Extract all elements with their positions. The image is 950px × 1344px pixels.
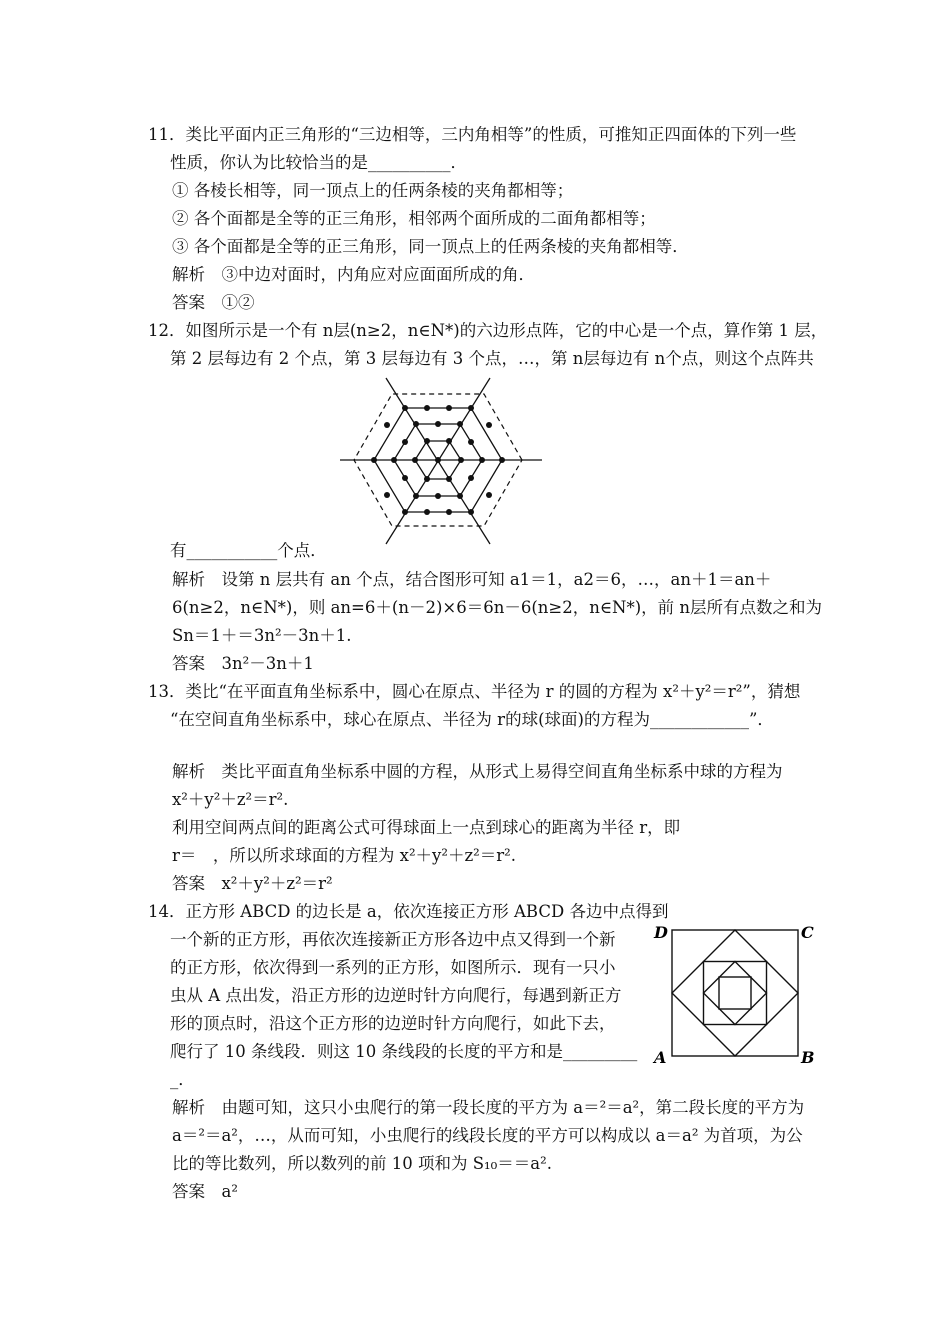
q12-analysis-1: 解析 设第 n 层共有 an 个点，结合图形可知 a1＝1，a2＝6，…，an＋1＝an＋ [172, 570, 772, 589]
label-a: A [654, 1048, 667, 1066]
q13-answer: 答案 x²＋y²＋z²＝r² [172, 874, 333, 893]
nested-squares-figure [650, 918, 820, 1066]
square-4 [704, 962, 767, 1025]
hexagon-dot-lattice-figure [338, 372, 544, 550]
q11-line-1: 11．类比平面内正三角形的“三边相等，三内角相等”的性质，可推知正四面体的下列一些 [148, 125, 797, 144]
q14-line-1: 14．正方形 ABCD 的边长是 a，依次连接正方形 ABCD 各边中点得到 [148, 902, 669, 921]
square-2 [672, 930, 798, 1056]
q14-answer: 答案 a² [172, 1182, 238, 1201]
square-5 [719, 977, 751, 1009]
square-3 [704, 962, 767, 1025]
q12-analysis-2: 6(n≥2，n∈N*)，则 an=6＋(n－2)×6＝6n－6(n≥2，n∈N*)，前 n层所有点数之和为 [172, 598, 823, 617]
lattice-dots [371, 405, 505, 515]
square-abcd [672, 930, 798, 1056]
q14-analysis-1: 解析 由题可知，这只小虫爬行的第一段长度的平方为 a＝²＝a²，第二段长度的平方为 [172, 1098, 805, 1117]
q11-line-2: 性质，你认为比较恰当的是__________． [170, 153, 467, 172]
q12-analysis-3: Sn＝1＋＝3n²－3n＋1. [172, 626, 352, 645]
q11-option-1: ① 各棱长相等，同一顶点上的任两条棱的夹角都相等； [172, 181, 574, 200]
q13-analysis-3: 利用空间两点间的距离公式可得球面上一点到球心的距离为半径 r，即 [172, 818, 681, 837]
q14-analysis-2: a＝²＝a²，…，从而可知，小虫爬行的线段长度的平方可以构成以 a＝a² 为首项，为公 [172, 1126, 803, 1145]
label-c: C [801, 923, 814, 942]
q13-analysis-2: x²＋y²＋z²＝r². [172, 790, 289, 809]
q12-line-1: 12．如图所示是一个有 n层(n≥2，n∈N*)的六边形点阵，它的中心是一个点，算作第 1 层， [148, 321, 828, 340]
q14-line-7: _． [170, 1070, 195, 1089]
q11-answer: 答案 ①② [172, 293, 255, 312]
q14-line-6: 爬行了 10 条线段．则这 10 条线段的长度的平方和是_________ [170, 1042, 638, 1061]
q12-answer: 答案 3n²－3n＋1 [172, 654, 314, 673]
q14-line-4: 虫从 A 点出发，沿正方形的边逆时针方向爬行，每遇到新正方 [170, 986, 622, 1005]
label-b: B [801, 1048, 815, 1066]
q11-analysis: 解析 ③中边对面时，内角应对应面面所成的角． [172, 265, 535, 284]
q13-analysis-4: r＝ ，所以所求球面的方程为 x²＋y²＋z²＝r². [172, 846, 517, 865]
q14-line-2: 一个新的正方形，再依次连接新正方形各边中点又得到一个新 [170, 930, 616, 949]
q14-analysis-3: 比的等比数列，所以数列的前 10 项和为 S₁₀＝＝a². [172, 1154, 552, 1173]
q13-line-2: “在空间直角坐标系中，球心在原点、半径为 r的球(球面)的方程为____________”． [170, 710, 774, 729]
q14-line-5: 形的顶点时，沿这个正方形的边逆时针方向爬行，如此下去， [170, 1014, 616, 1033]
q13-line-1: 13．类比“在平面直角坐标系中，圆心在原点、半径为 r 的圆的方程为 x²＋y²＝r²”，猜想 [148, 682, 801, 701]
q11-option-3: ③ 各个面都是全等的正三角形，同一顶点上的任两条棱的夹角都相等． [172, 237, 689, 256]
label-d: D [654, 923, 668, 942]
q12-line-3: 有___________个点． [170, 541, 327, 560]
q11-option-2: ② 各个面都是全等的正三角形，相邻两个面所成的二面角都相等； [172, 209, 656, 228]
q13-analysis-1: 解析 类比平面直角坐标系中圆的方程，从形式上易得空间直角坐标系中球的方程为 [172, 762, 783, 781]
q14-line-3: 的正方形，依次得到一系列的正方形，如图所示．现有一只小 [170, 958, 616, 977]
q12-line-2: 第 2 层每边有 2 个点，第 3 层每边有 3 个点，…，第 n层每边有 n个点，则这个点阵共 [170, 349, 814, 368]
